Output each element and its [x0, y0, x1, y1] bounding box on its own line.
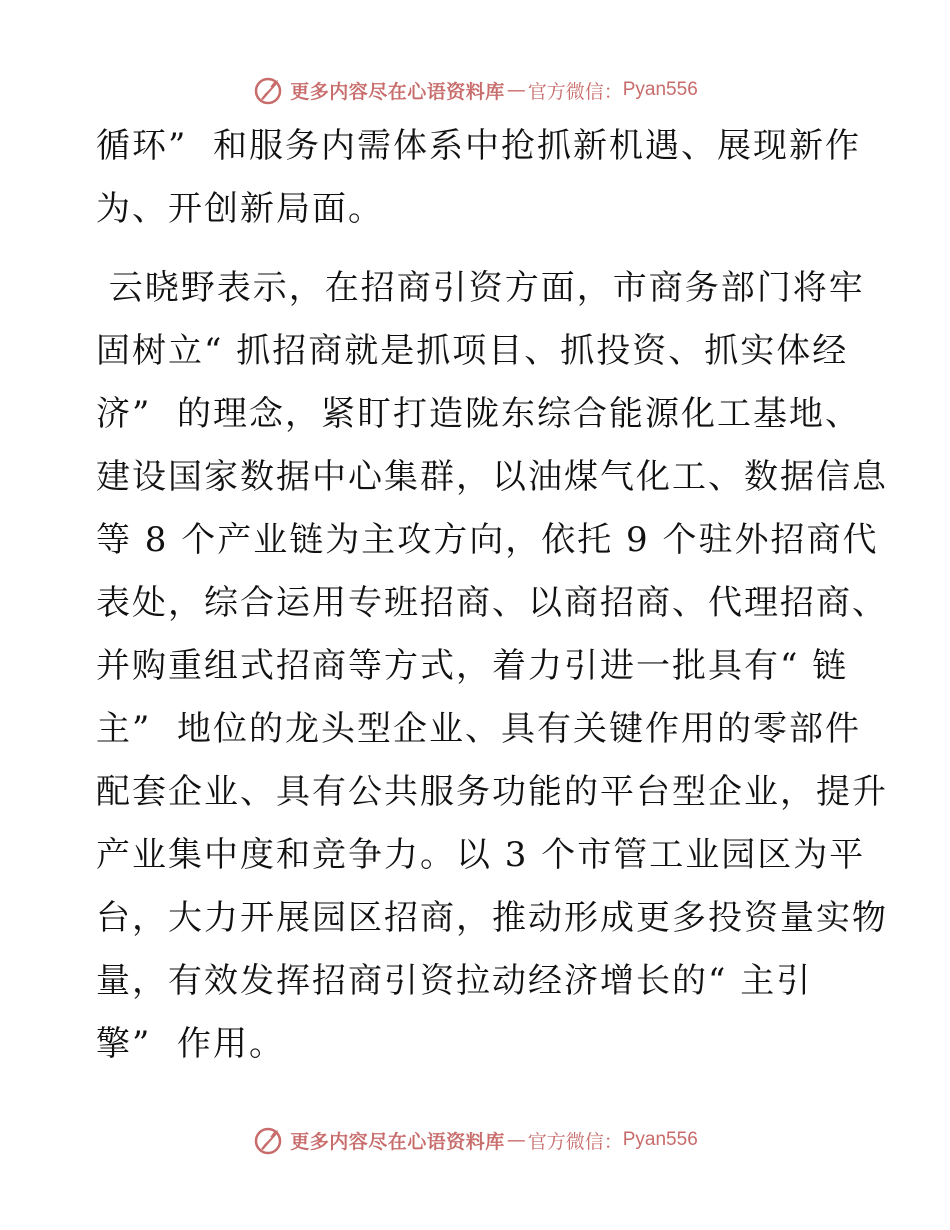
text-line: 台，大力开展园区招商，推动形成更多投资量实物 — [96, 898, 888, 938]
text-line: 配套企业、具有公共服务功能的平台型企业，提升 — [96, 772, 888, 812]
watermark-brand: 更多内容尽在心语资料库 — [290, 80, 505, 103]
header-watermark — [0, 70, 950, 110]
text-line: 表处，综合运用专班招商、以商招商、代理招商、 — [96, 583, 888, 623]
text-line: 建设国家数据中心集群，以油煤气化工、数据信息 — [96, 457, 888, 497]
watermark-account: Pyan556 — [622, 1129, 698, 1150]
feather-pen-logo-icon — [252, 1124, 284, 1156]
text-line: 为、开创新局面。 — [96, 189, 384, 229]
text-line: 云晓野表示，在招商引资方面，市商务部门将牢 — [96, 268, 865, 308]
watermark-account: Pyan556 — [622, 79, 698, 100]
watermark-wechat-label: 官方微信： — [527, 1130, 623, 1153]
paragraph-2 — [96, 257, 888, 1076]
watermark-separator: — — [506, 79, 526, 101]
text-line: 循环” 和服务内需体系中抢抓新机遇、展现新作 — [96, 126, 861, 166]
footer-watermark — [0, 1120, 950, 1160]
watermark-separator: — — [506, 1129, 526, 1151]
text-line: 固树立“ 抓招商就是抓项目、抓投资、抓实体经 — [96, 331, 849, 371]
text-line: 并购重组式招商等方式，着力引进一批具有“ 链 — [96, 646, 849, 686]
text-line: 等 8 个产业链为主攻方向，依托 9 个驻外招商代 — [96, 520, 879, 560]
article-body — [96, 115, 888, 1076]
text-line: 济” 的理念，紧盯打造陇东综合能源化工基地、 — [96, 394, 861, 434]
text-line: 擎” 作用。 — [96, 1024, 285, 1064]
watermark-brand: 更多内容尽在心语资料库 — [290, 1130, 505, 1153]
text-line: 产业集中度和竞争力。以 3 个市管工业园区为平 — [96, 835, 866, 875]
text-line: 主” 地位的龙头型企业、具有关键作用的零部件 — [96, 709, 861, 749]
watermark-wechat-label: 官方微信： — [527, 80, 623, 103]
feather-pen-logo-icon — [252, 74, 284, 106]
text-line: 量，有效发挥招商引资拉动经济增长的“ 主引 — [96, 961, 813, 1001]
paragraph-1 — [96, 115, 861, 241]
